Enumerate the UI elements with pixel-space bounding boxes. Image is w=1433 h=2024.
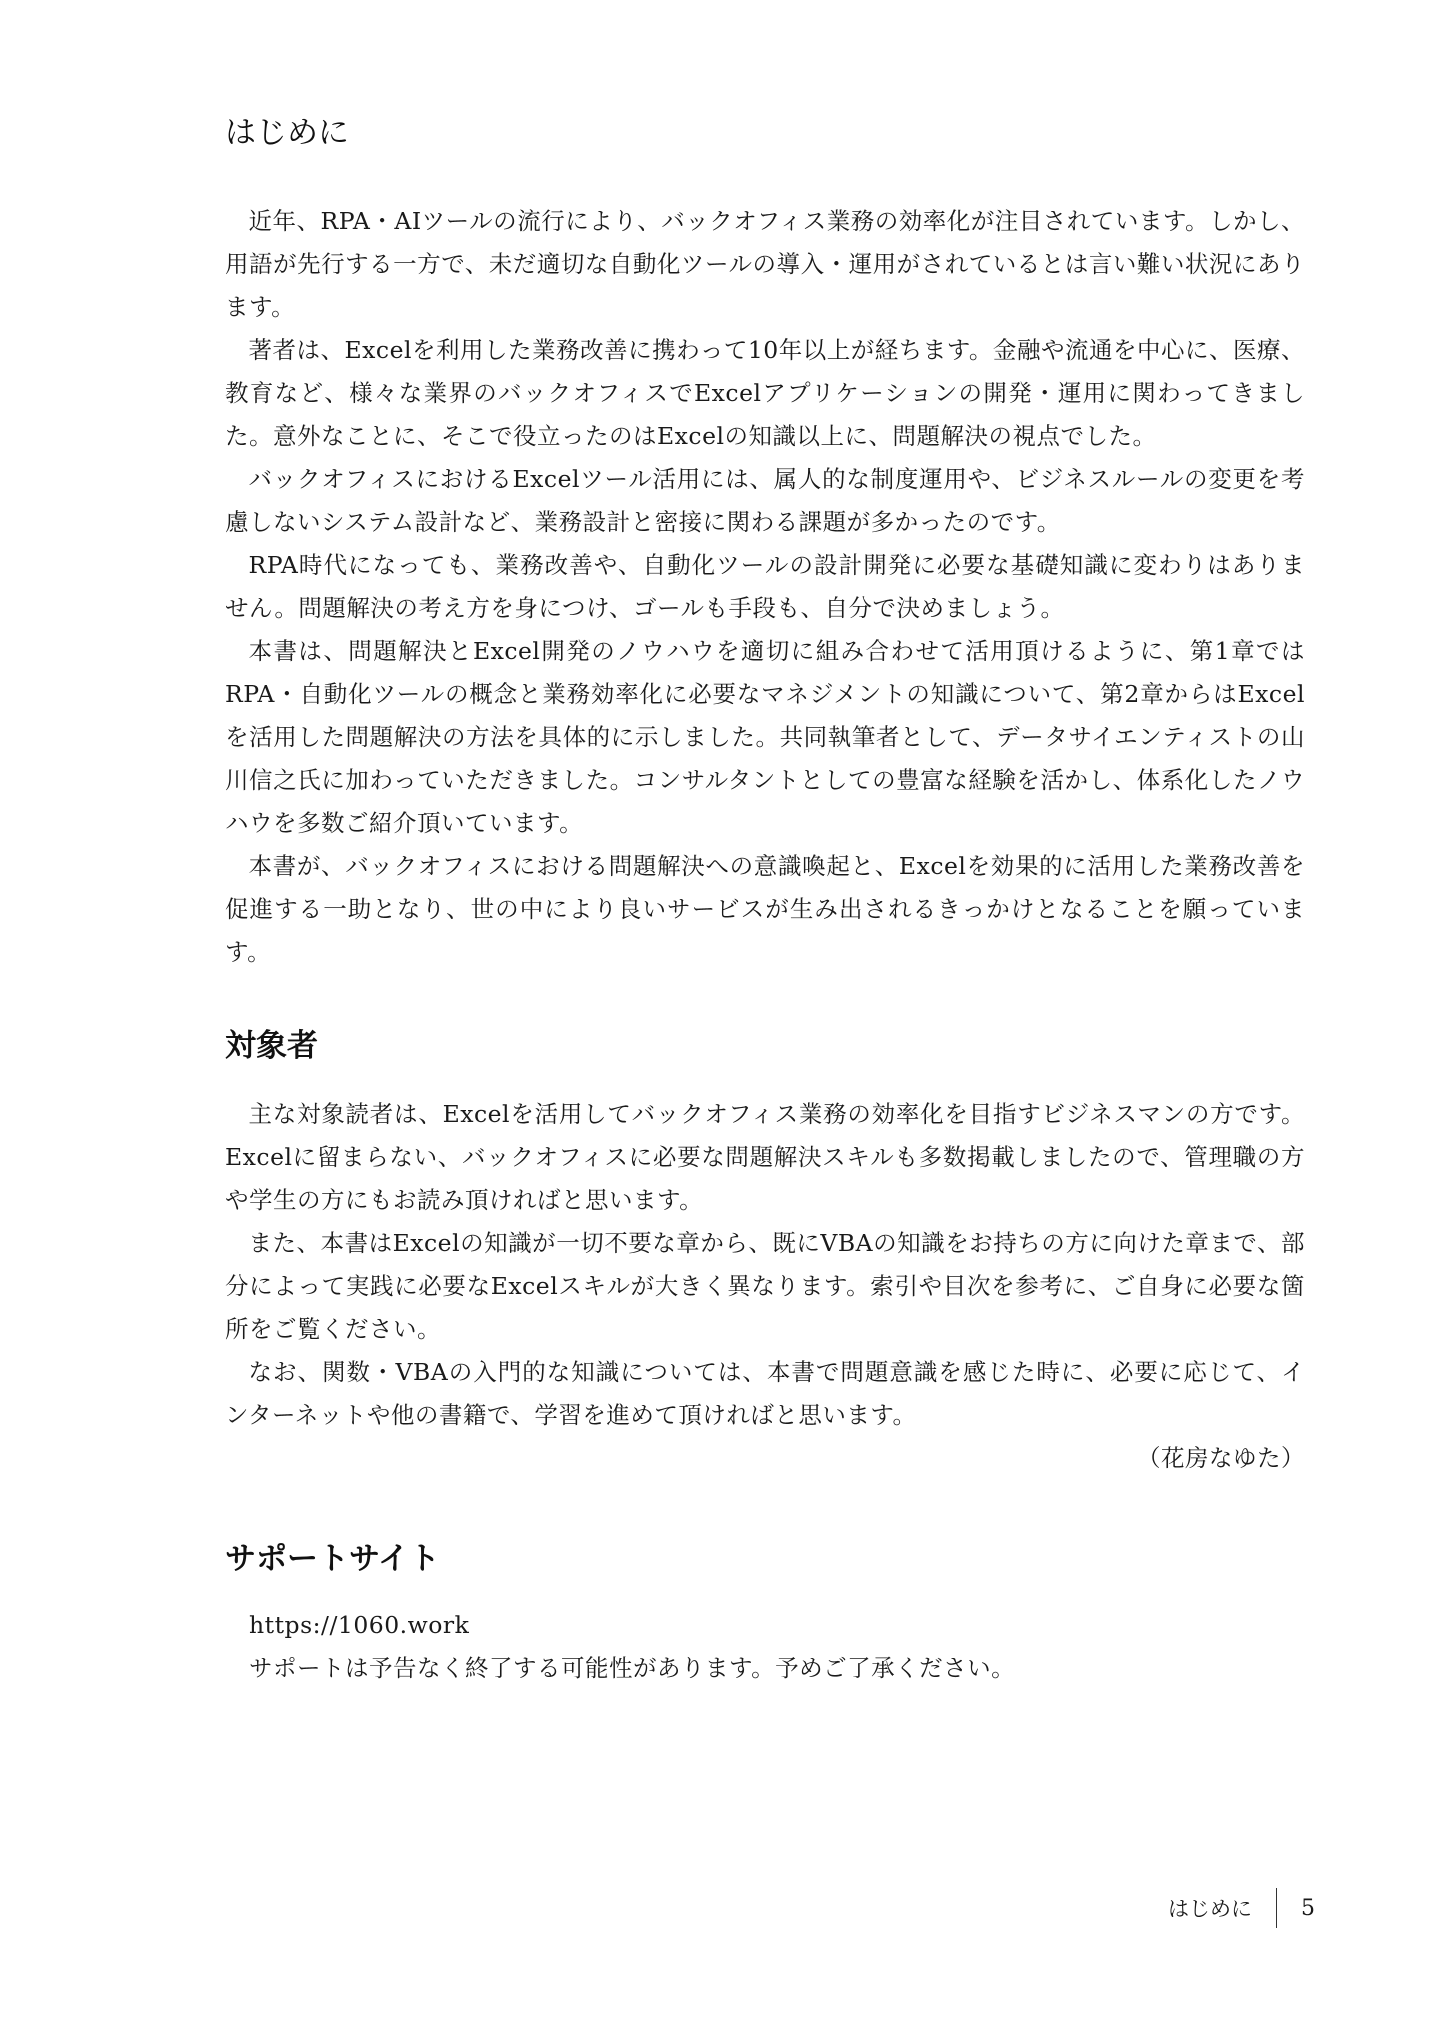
page [225,0,1305,2024]
intro-paragraph: RPA時代になっても、業務改善や、自動化ツールの設計開発に必要な基礎知識に変わりはありません。問題解決の考え方を身につけ、ゴールも手段も、自分で決めましょう。 [225,551,1305,622]
intro-heading: はじめに [225,115,349,151]
audience-section [225,1093,1305,1480]
intro-paragraph: 本書は、問題解決とExcel開発のノウハウを適切に組み合わせて活用頂けるように、第1章ではRPA・自動化ツールの概念と業務効率化に必要なマネジメントの知識について、第2章からはExcelを活用した問題解決の方法を具体的に示しました。共同執筆者として、データサイエンティストの山川信之氏に加わっていただきました。コンサルタントとしての豊富な経験を活かし、体系化したノウハウを多数ご紹介頂いています。 [225,637,1305,837]
page-footer [1168,1888,1315,1928]
support-heading: サポートサイト [225,1541,440,1577]
support-notice: サポートは予告なく終了する可能性があります。予めご了承ください。 [249,1654,1016,1682]
author-signature: （花房なゆた） [1137,1444,1305,1472]
intro-paragraph: 本書が、バックオフィスにおける問題解決への意識喚起と、Excelを効果的に活用した業務改善を促進する一助となり、世の中により良いサービスが生み出されるきっかけとなることを願っています。 [225,852,1305,966]
audience-paragraph: 主な対象読者は、Excelを活用してバックオフィス業務の効率化を目指すビジネスマンの方です。Excelに留まらない、バックオフィスに必要な問題解決スキルも多数掲載しましたので、管理職の方や学生の方にもお読み頂ければと思います。 [225,1100,1305,1214]
intro-section [225,200,1305,974]
audience-paragraph: また、本書はExcelの知識が一切不要な章から、既にVBAの知識をお持ちの方に向けた章まで、部分によって実践に必要なExcelスキルが大きく異なります。索引や目次を参考に、ご自身に必要な箇所をご覧ください。 [225,1229,1305,1343]
intro-paragraph: 近年、RPA・AIツールの流行により、バックオフィス業務の効率化が注目されています。しかし、用語が先行する一方で、未だ適切な自動化ツールの導入・運用がされているとは言い難い状況にあります。 [225,207,1305,321]
footer-divider [1276,1888,1277,1928]
intro-paragraph: 著者は、Excelを利用した業務改善に携わって10年以上が経ちます。金融や流通を中心に、医療、教育など、様々な業界のバックオフィスでExcelアプリケーションの開発・運用に関わってきました。意外なことに、そこで役立ったのはExcelの知識以上に、問題解決の視点でした。 [225,336,1305,450]
support-url: https://1060.work [249,1611,470,1639]
intro-paragraph: バックオフィスにおけるExcelツール活用には、属人的な制度運用や、ビジネスルールの変更を考慮しないシステム設計など、業務設計と密接に関わる課題が多かったのです。 [225,465,1305,536]
audience-paragraph: なお、関数・VBAの入門的な知識については、本書で問題意識を感じた時に、必要に応じて、インターネットや他の書籍で、学習を進めて頂ければと思います。 [225,1358,1305,1429]
support-section [225,1604,1305,1690]
audience-heading: 対象者 [225,1028,318,1064]
footer-section-label: はじめに [1168,1897,1252,1921]
page-number: 5 [1301,1895,1315,1921]
